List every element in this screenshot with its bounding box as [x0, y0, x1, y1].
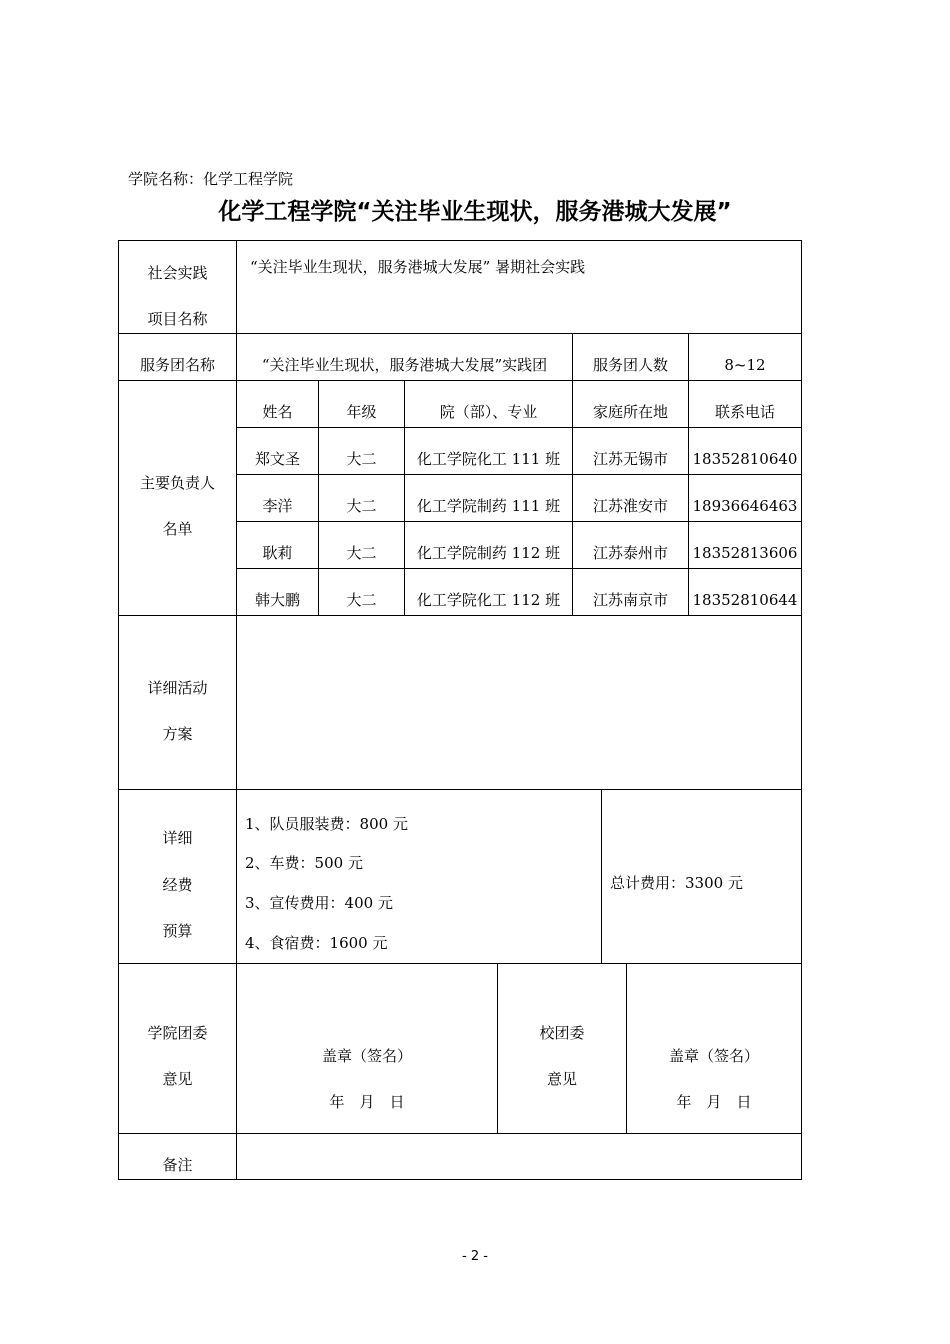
project-label-line2: 项目名称: [147, 310, 208, 328]
leader-home: 江苏泰州市: [592, 544, 668, 562]
leaders-header-phone: 联系电话: [714, 403, 775, 421]
college-name-line: [128, 168, 293, 189]
budget-label-line3: 预算: [162, 922, 193, 940]
leader-row-divider: [236, 427, 801, 428]
leaders-label-line2: 名单: [162, 520, 193, 538]
leaders-header-major: 院（部）、专业: [439, 403, 538, 421]
school-opinion-label-line2: 意见: [546, 1070, 577, 1088]
budget-total: 总计费用：3300 元: [610, 874, 743, 892]
college-name-label: 学院名称：: [128, 170, 204, 188]
leader-name: 李洋: [262, 497, 293, 515]
leaders-header-home: 家庭所在地: [592, 403, 668, 421]
project-label-line1: 社会实践: [147, 264, 208, 282]
leader-grade: 大二: [346, 591, 377, 609]
budget-item: 1、队员服装费：800 元: [245, 815, 408, 833]
leaders-header-grade: 年级: [346, 403, 377, 421]
column-divider: [497, 963, 498, 1133]
plan-label-line2: 方案: [162, 725, 193, 743]
school-date: 年 月 日: [676, 1093, 752, 1111]
team-count-label: 服务团人数: [592, 356, 668, 374]
row-divider: [119, 380, 801, 381]
leader-name: 韩大鹏: [254, 591, 300, 609]
leader-home: 江苏南京市: [592, 591, 668, 609]
remarks-label: 备注: [162, 1156, 193, 1174]
leader-home: 江苏淮安市: [592, 497, 668, 515]
leaders-header-name: 姓名: [262, 403, 293, 421]
college-stamp: 盖章（签名）: [321, 1047, 412, 1065]
budget-item: 4、食宿费：1600 元: [245, 934, 388, 952]
budget-label-line1: 详细: [162, 829, 193, 847]
school-stamp: 盖章（签名）: [668, 1047, 759, 1065]
plan-label-line1: 详细活动: [147, 679, 208, 697]
row-divider: [119, 333, 801, 334]
leader-major: 化工学院制药 112 班: [416, 544, 561, 562]
leader-grade: 大二: [346, 544, 377, 562]
row-divider: [119, 1133, 801, 1134]
college-opinion-label-line1: 学院团委: [147, 1024, 208, 1042]
column-divider: [688, 333, 689, 615]
application-form-table: [118, 240, 802, 1180]
leader-grade: 大二: [346, 497, 377, 515]
team-count-value: 8~12: [724, 356, 766, 374]
label-column-divider: [236, 241, 237, 1179]
leader-major: 化工学院制药 111 班: [416, 497, 561, 515]
leader-phone: 18352813606: [692, 544, 798, 562]
leader-phone: 18936646463: [692, 497, 798, 515]
leader-major: 化工学院化工 111 班: [416, 450, 561, 468]
page-number: - 2 -: [462, 1249, 488, 1264]
team-label: 服务团名称: [139, 356, 215, 374]
budget-item: 3、宣传费用：400 元: [245, 894, 393, 912]
college-name-value: 化学工程学院: [203, 170, 294, 188]
column-divider: [601, 789, 602, 963]
leader-name: 郑文圣: [254, 450, 300, 468]
college-opinion-label-line2: 意见: [162, 1070, 193, 1088]
leader-row-divider: [236, 521, 801, 522]
project-name-value: “关注毕业生现状，服务港城大发展” 暑期社会实践: [250, 258, 586, 276]
leader-home: 江苏无锡市: [592, 450, 668, 468]
leader-major: 化工学院化工 112 班: [416, 591, 561, 609]
row-divider: [119, 789, 801, 790]
college-date: 年 月 日: [329, 1093, 405, 1111]
school-opinion-label-line1: 校团委: [539, 1024, 585, 1042]
column-divider: [572, 333, 573, 615]
leader-row-divider: [236, 474, 801, 475]
row-divider: [119, 615, 801, 616]
row-divider: [119, 963, 801, 964]
budget-label-line2: 经费: [162, 876, 193, 894]
leader-phone: 18352810644: [692, 591, 798, 609]
leader-row-divider: [236, 568, 801, 569]
team-name-value: “关注毕业生现状，服务港城大发展”实践团: [261, 356, 548, 374]
leader-grade: 大二: [346, 450, 377, 468]
leaders-label-line1: 主要负责人: [139, 474, 215, 492]
document-title: 化学工程学院“关注毕业生现状，服务港城大发展”: [218, 199, 732, 225]
budget-item: 2、车费：500 元: [245, 854, 363, 872]
leader-phone: 18352810640: [692, 450, 798, 468]
leader-name: 耿莉: [262, 544, 293, 562]
